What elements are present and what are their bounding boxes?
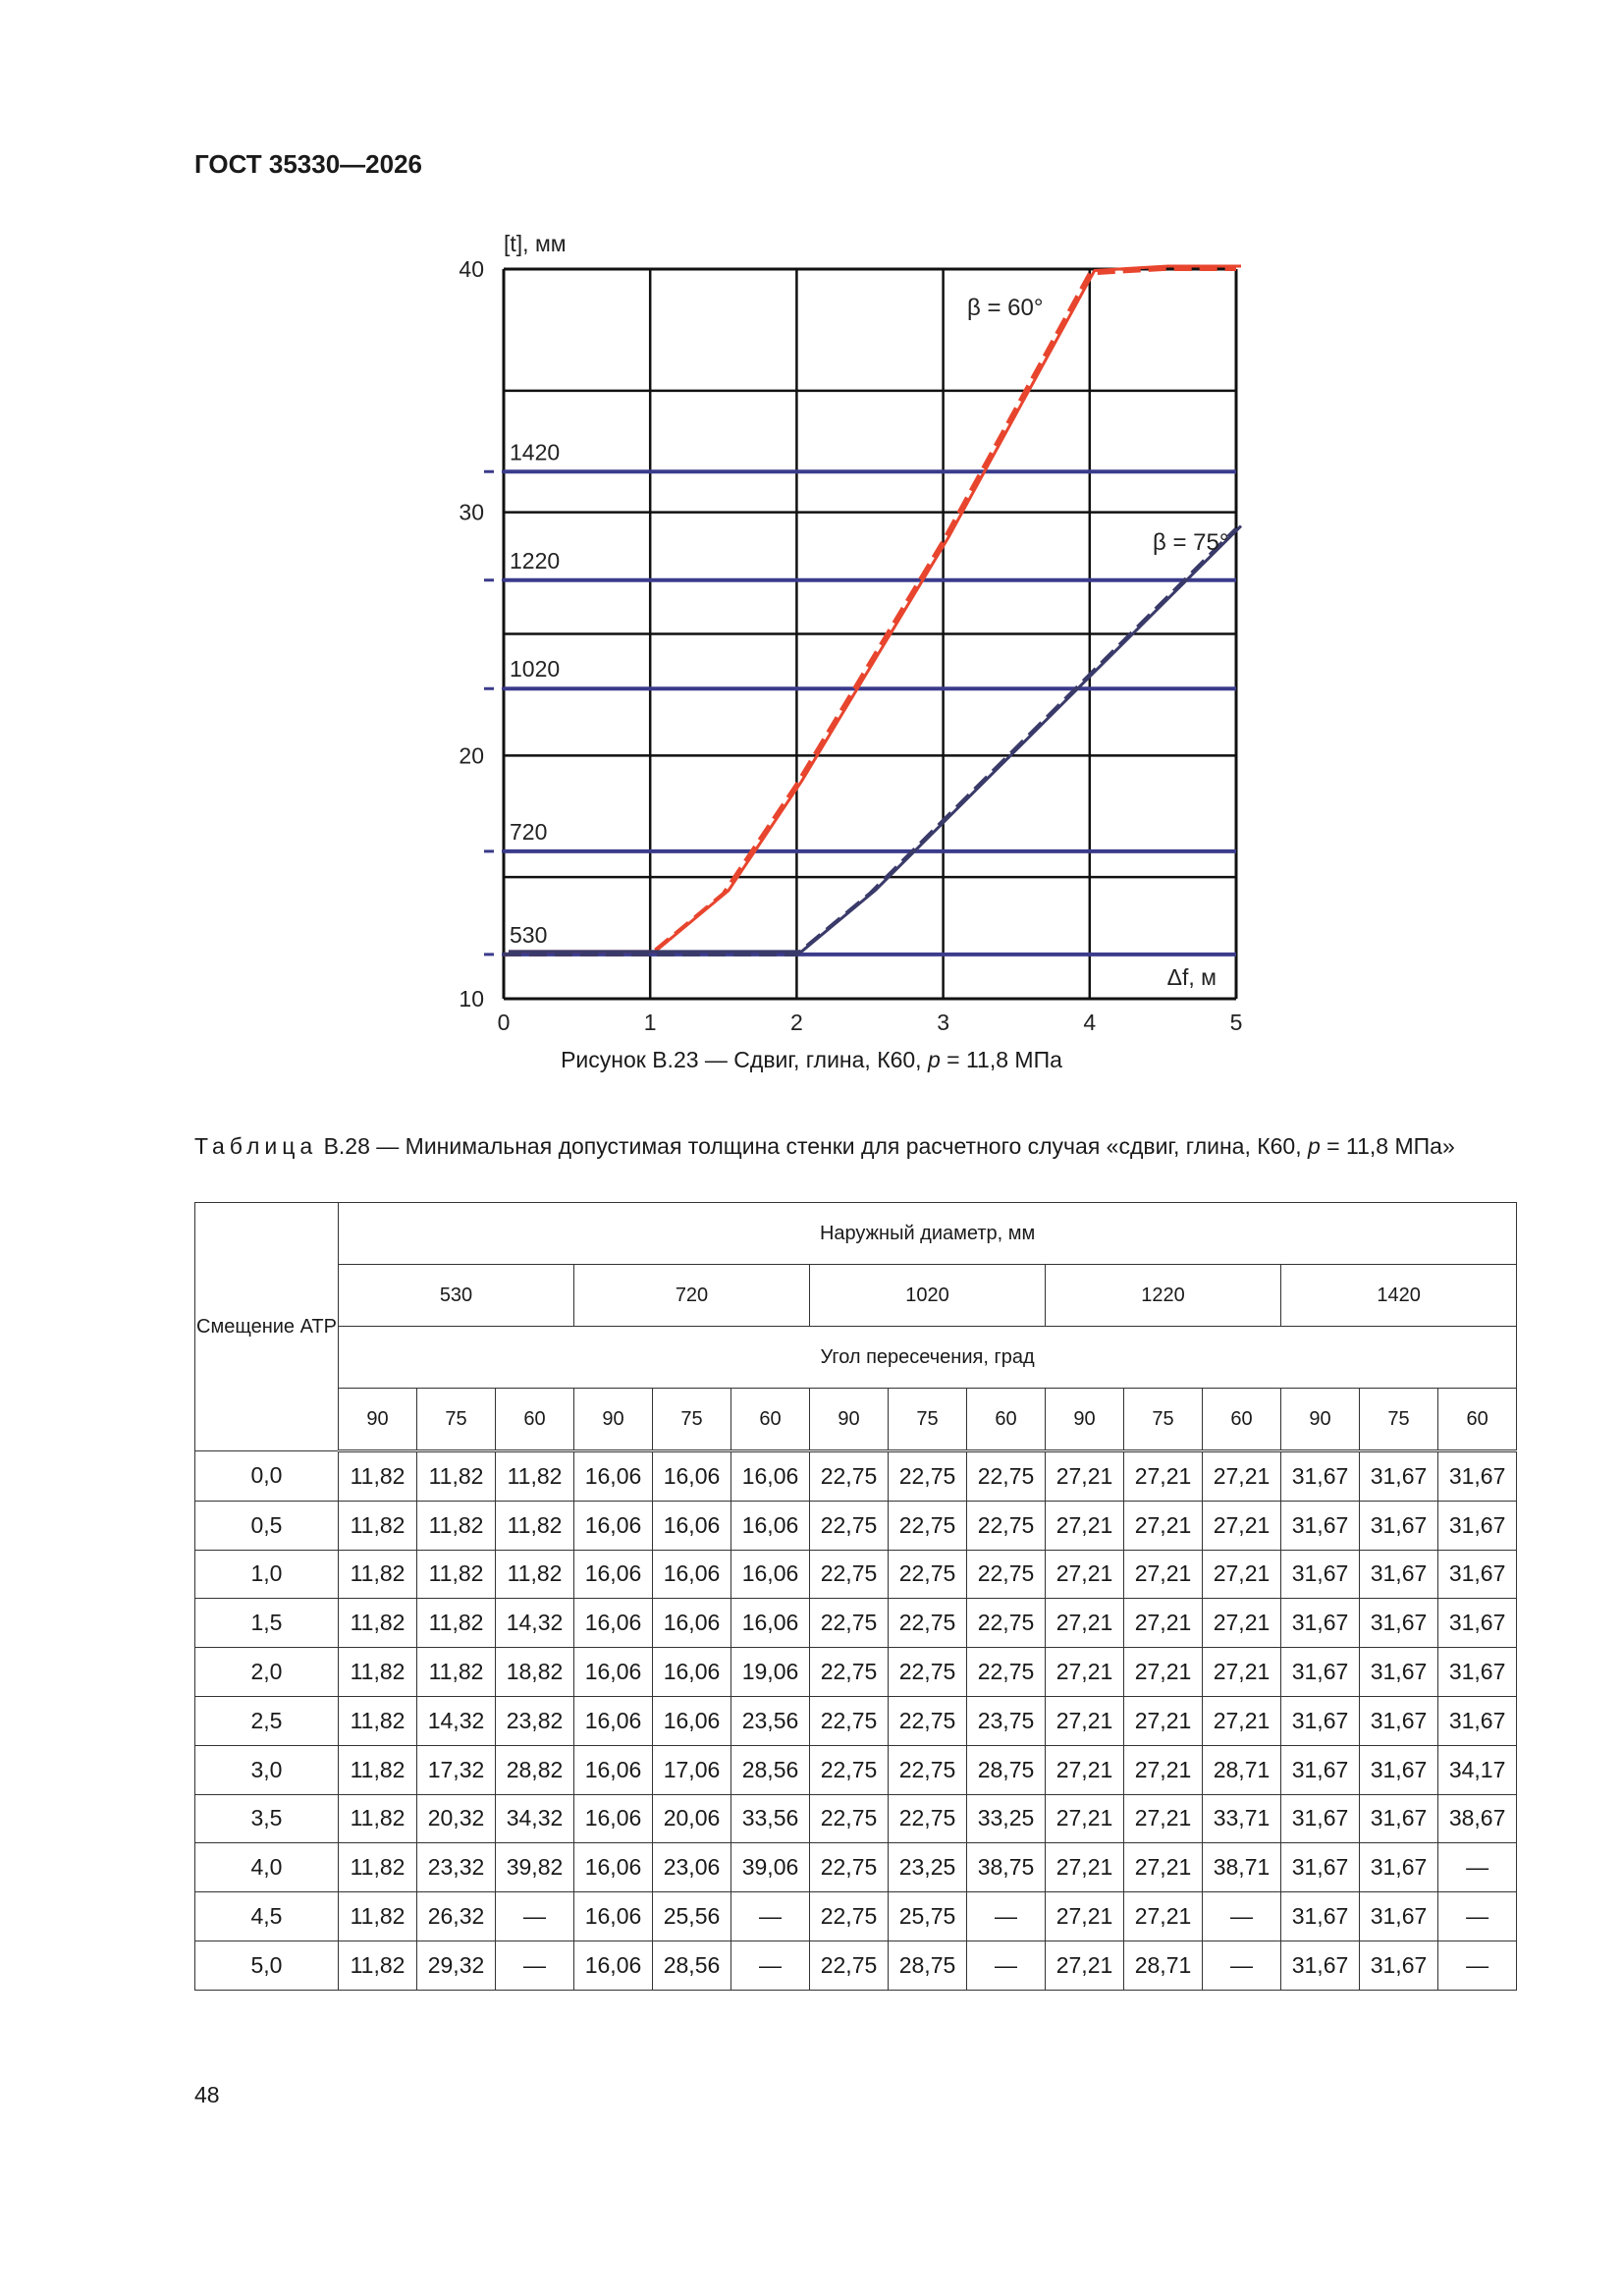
thickness-cell: 23,82: [496, 1696, 574, 1745]
thickness-cell: 11,82: [339, 1745, 417, 1794]
thickness-cell: 11,82: [339, 1451, 417, 1502]
figure-caption-prefix: Рисунок В.23 — Сдвиг, глина, К60,: [561, 1047, 928, 1072]
offset-cell: 3,0: [195, 1745, 339, 1794]
thickness-cell: 22,75: [889, 1451, 967, 1502]
thickness-cell: 20,06: [653, 1794, 731, 1843]
x-tick-label: 5: [1229, 1010, 1243, 1035]
thickness-cell: 27,21: [1124, 1843, 1203, 1892]
thickness-cell: 11,82: [417, 1550, 496, 1599]
thickness-cell: 16,06: [574, 1892, 653, 1941]
thickness-cell: 27,21: [1046, 1941, 1124, 1990]
thickness-cell: 23,25: [889, 1843, 967, 1892]
thickness-cell: 22,75: [810, 1501, 889, 1550]
thickness-cell: 23,06: [653, 1843, 731, 1892]
table-row: [195, 1696, 1517, 1745]
thickness-cell: 16,06: [731, 1599, 810, 1648]
thickness-cell: 27,21: [1124, 1696, 1203, 1745]
diameter-label: 530: [510, 921, 548, 948]
thickness-cell: 22,75: [810, 1941, 889, 1990]
thickness-cell: 16,06: [574, 1794, 653, 1843]
thickness-cell: 22,75: [967, 1648, 1046, 1697]
thickness-cell: 18,82: [496, 1648, 574, 1697]
angle-cell: 60: [1438, 1389, 1517, 1451]
thickness-cell: —: [1203, 1941, 1281, 1990]
thickness-cell: 11,82: [339, 1648, 417, 1697]
thickness-cell: 19,06: [731, 1648, 810, 1697]
thickness-cell: 11,82: [339, 1892, 417, 1941]
thickness-cell: 27,21: [1203, 1599, 1281, 1648]
thickness-cell: 11,82: [417, 1501, 496, 1550]
thickness-cell: 16,06: [653, 1648, 731, 1697]
thickness-cell: 17,32: [417, 1745, 496, 1794]
thickness-cell: 22,75: [810, 1696, 889, 1745]
table-row: [195, 1550, 1517, 1599]
thickness-cell: 22,75: [810, 1550, 889, 1599]
thickness-cell: 26,32: [417, 1892, 496, 1941]
thickness-cell: 28,82: [496, 1745, 574, 1794]
figure-caption: [0, 1047, 1623, 1073]
thickness-cell: 38,71: [1203, 1843, 1281, 1892]
table-row: [195, 1843, 1517, 1892]
thickness-cell: —: [496, 1892, 574, 1941]
thickness-cell: 27,21: [1124, 1550, 1203, 1599]
thickness-cell: —: [731, 1941, 810, 1990]
thickness-cell: 31,67: [1281, 1794, 1360, 1843]
thickness-cell: 25,75: [889, 1892, 967, 1941]
thickness-cell: 27,21: [1046, 1501, 1124, 1550]
thickness-cell: 31,67: [1360, 1892, 1438, 1941]
offset-cell: 2,5: [195, 1696, 339, 1745]
y-tick-label: 30: [459, 499, 484, 525]
series-line: [504, 529, 1236, 955]
thickness-cell: 31,67: [1281, 1892, 1360, 1941]
thickness-cell: 22,75: [810, 1451, 889, 1502]
angle-cell: 90: [810, 1389, 889, 1451]
table-caption-end: = 11,8 МПа»: [1320, 1133, 1455, 1159]
thickness-cell: 31,67: [1281, 1941, 1360, 1990]
thickness-cell: 27,21: [1203, 1696, 1281, 1745]
thickness-cell: 16,06: [731, 1501, 810, 1550]
thickness-cell: 27,21: [1046, 1892, 1124, 1941]
diameter-label: 1020: [510, 656, 561, 683]
thickness-cell: 28,71: [1124, 1941, 1203, 1990]
offset-cell: 4,5: [195, 1892, 339, 1941]
angle-cell: 75: [889, 1389, 967, 1451]
thickness-cell: 28,56: [653, 1941, 731, 1990]
offset-cell: 0,5: [195, 1501, 339, 1550]
group-header-cell: Наружный диаметр, мм: [339, 1203, 1517, 1265]
thickness-cell: 22,75: [810, 1599, 889, 1648]
angle-cell: 75: [1124, 1389, 1203, 1451]
thickness-cell: 23,75: [967, 1696, 1046, 1745]
thickness-cell: 16,06: [574, 1501, 653, 1550]
thickness-cell: 17,06: [653, 1745, 731, 1794]
thickness-table: [194, 1202, 1517, 1991]
thickness-cell: 31,67: [1360, 1451, 1438, 1502]
table-row: [195, 1892, 1517, 1941]
thickness-cell: 22,75: [889, 1648, 967, 1697]
thickness-cell: 34,17: [1438, 1745, 1517, 1794]
thickness-cell: 16,06: [731, 1451, 810, 1502]
thickness-cell: 33,56: [731, 1794, 810, 1843]
offset-cell: 3,5: [195, 1794, 339, 1843]
thickness-cell: 33,25: [967, 1794, 1046, 1843]
thickness-cell: 14,32: [496, 1599, 574, 1648]
thickness-cell: 31,67: [1360, 1745, 1438, 1794]
thickness-cell: 22,75: [967, 1451, 1046, 1502]
thickness-cell: 22,75: [810, 1843, 889, 1892]
x-tick-label: 1: [643, 1010, 657, 1035]
thickness-cell: 39,06: [731, 1843, 810, 1892]
thickness-cell: 16,06: [653, 1599, 731, 1648]
thickness-cell: 11,82: [496, 1550, 574, 1599]
thickness-cell: 27,21: [1046, 1843, 1124, 1892]
offset-cell: 4,0: [195, 1843, 339, 1892]
thickness-cell: 11,82: [339, 1941, 417, 1990]
thickness-cell: 31,67: [1281, 1550, 1360, 1599]
thickness-cell: —: [1438, 1892, 1517, 1941]
thickness-cell: 31,67: [1438, 1648, 1517, 1697]
thickness-cell: 16,06: [574, 1451, 653, 1502]
offset-cell: 0,0: [195, 1451, 339, 1502]
thickness-cell: 11,82: [496, 1501, 574, 1550]
thickness-cell: 22,75: [967, 1550, 1046, 1599]
thickness-cell: 27,21: [1046, 1745, 1124, 1794]
thickness-cell: 31,67: [1281, 1599, 1360, 1648]
thickness-cell: 27,21: [1124, 1745, 1203, 1794]
thickness-cell: 33,71: [1203, 1794, 1281, 1843]
thickness-cell: —: [496, 1941, 574, 1990]
thickness-cell: —: [731, 1892, 810, 1941]
offset-cell: 1,5: [195, 1599, 339, 1648]
table-caption-word: Таблица: [194, 1133, 318, 1159]
thickness-cell: —: [1438, 1843, 1517, 1892]
angle-cell: 60: [967, 1389, 1046, 1451]
thickness-cell: 27,21: [1203, 1451, 1281, 1502]
thickness-cell: 27,21: [1046, 1794, 1124, 1843]
annotation-beta-75: β = 75°: [1153, 529, 1229, 556]
offset-cell: 1,0: [195, 1550, 339, 1599]
chart-figure: [0, 0, 1623, 1080]
diameter-label: 1220: [510, 547, 561, 574]
thickness-cell: 22,75: [889, 1501, 967, 1550]
thickness-cell: 16,06: [574, 1941, 653, 1990]
y-tick-label: 40: [459, 256, 484, 282]
thickness-cell: 27,21: [1124, 1451, 1203, 1502]
table-row: [195, 1941, 1517, 1990]
diameter-header-cell: 720: [574, 1265, 810, 1327]
diameter-header-cell: 1220: [1046, 1265, 1281, 1327]
thickness-cell: 31,67: [1360, 1599, 1438, 1648]
x-tick-label: 2: [790, 1010, 803, 1035]
thickness-cell: 11,82: [417, 1648, 496, 1697]
thickness-cell: 29,32: [417, 1941, 496, 1990]
thickness-cell: 22,75: [889, 1794, 967, 1843]
thickness-cell: 27,21: [1124, 1892, 1203, 1941]
angle-header-cell: Угол пересечения, град: [339, 1327, 1517, 1389]
thickness-cell: 27,21: [1046, 1599, 1124, 1648]
thickness-cell: 31,67: [1281, 1696, 1360, 1745]
thickness-cell: 27,21: [1203, 1550, 1281, 1599]
thickness-cell: 27,21: [1124, 1648, 1203, 1697]
thickness-cell: 16,06: [574, 1745, 653, 1794]
thickness-cell: 31,67: [1438, 1451, 1517, 1502]
thickness-cell: —: [967, 1941, 1046, 1990]
offset-cell: 5,0: [195, 1941, 339, 1990]
table-row: [195, 1794, 1517, 1843]
table-row: [195, 1451, 1517, 1502]
y-axis-label: [t], мм: [504, 231, 567, 256]
document-header: ГОСТ 35330—2026: [194, 149, 422, 179]
thickness-cell: 11,82: [339, 1696, 417, 1745]
table-row: [195, 1745, 1517, 1794]
thickness-cell: 31,67: [1438, 1696, 1517, 1745]
thickness-cell: 22,75: [889, 1550, 967, 1599]
thickness-cell: 27,21: [1046, 1648, 1124, 1697]
thickness-cell: 27,21: [1046, 1550, 1124, 1599]
thickness-cell: 16,06: [574, 1550, 653, 1599]
thickness-cell: 16,06: [653, 1550, 731, 1599]
thickness-cell: 27,21: [1203, 1501, 1281, 1550]
thickness-cell: 27,21: [1203, 1648, 1281, 1697]
thickness-cell: —: [967, 1892, 1046, 1941]
table-row: [195, 1648, 1517, 1697]
thickness-cell: 22,75: [967, 1501, 1046, 1550]
thickness-cell: 16,06: [574, 1599, 653, 1648]
thickness-cell: 16,06: [574, 1696, 653, 1745]
angle-cell: 75: [1360, 1389, 1438, 1451]
thickness-cell: 22,75: [967, 1599, 1046, 1648]
thickness-cell: 16,06: [574, 1843, 653, 1892]
table-row: [195, 1501, 1517, 1550]
table-row: [195, 1599, 1517, 1648]
figure-caption-suffix: = 11,8 МПа: [940, 1047, 1062, 1072]
thickness-cell: 23,32: [417, 1843, 496, 1892]
thickness-cell: 38,67: [1438, 1794, 1517, 1843]
thickness-cell: 31,67: [1360, 1941, 1438, 1990]
angle-cell: 90: [1281, 1389, 1360, 1451]
thickness-cell: 22,75: [810, 1892, 889, 1941]
thickness-cell: 31,67: [1281, 1648, 1360, 1697]
angle-cell: 90: [1046, 1389, 1124, 1451]
thickness-cell: 34,32: [496, 1794, 574, 1843]
chart-svg: [0, 0, 1623, 1080]
thickness-cell: 23,56: [731, 1696, 810, 1745]
thickness-cell: 11,82: [339, 1550, 417, 1599]
thickness-cell: 22,75: [889, 1745, 967, 1794]
offset-cell: 2,0: [195, 1648, 339, 1697]
thickness-cell: 11,82: [339, 1599, 417, 1648]
thickness-cell: 28,75: [889, 1941, 967, 1990]
thickness-cell: 31,67: [1281, 1501, 1360, 1550]
thickness-cell: 28,56: [731, 1745, 810, 1794]
page-number: 48: [194, 2082, 220, 2107]
thickness-cell: 31,67: [1438, 1599, 1517, 1648]
annotation-beta-60: β = 60°: [967, 295, 1044, 321]
thickness-cell: 28,71: [1203, 1745, 1281, 1794]
thickness-cell: 11,82: [339, 1501, 417, 1550]
thickness-cell: 31,67: [1438, 1501, 1517, 1550]
y-tick-label: 10: [459, 986, 484, 1011]
thickness-cell: 27,21: [1124, 1501, 1203, 1550]
diameter-label: 1420: [510, 439, 561, 465]
thickness-cell: —: [1438, 1941, 1517, 1990]
thickness-cell: —: [1203, 1892, 1281, 1941]
thickness-cell: 16,06: [653, 1696, 731, 1745]
thickness-cell: 31,67: [1360, 1843, 1438, 1892]
series-line-alt: [509, 266, 1241, 952]
thickness-cell: 27,21: [1124, 1794, 1203, 1843]
thickness-cell: 22,75: [889, 1696, 967, 1745]
angle-cell: 90: [339, 1389, 417, 1451]
thickness-cell: 39,82: [496, 1843, 574, 1892]
table-caption: [194, 1133, 1516, 1160]
diameter-header-cell: 1020: [810, 1265, 1046, 1327]
thickness-cell: 31,67: [1360, 1550, 1438, 1599]
thickness-cell: 27,21: [1124, 1599, 1203, 1648]
thickness-cell: 31,67: [1360, 1696, 1438, 1745]
x-axis-label: Δf, м: [1166, 964, 1217, 990]
angle-cell: 90: [574, 1389, 653, 1451]
diameter-header-cell: 530: [339, 1265, 574, 1327]
y-tick-label: 20: [459, 742, 484, 769]
thickness-cell: 31,67: [1281, 1745, 1360, 1794]
thickness-cell: 16,06: [653, 1451, 731, 1502]
angle-cell: 60: [496, 1389, 574, 1451]
table-caption-p: p: [1308, 1133, 1321, 1159]
thickness-cell: 31,67: [1360, 1501, 1438, 1550]
thickness-cell: 16,06: [653, 1501, 731, 1550]
thickness-cell: 14,32: [417, 1696, 496, 1745]
thickness-cell: 31,67: [1360, 1648, 1438, 1697]
thickness-cell: 28,75: [967, 1745, 1046, 1794]
table-caption-text: В.28 — Минимальная допустимая толщина стенки для расчетного случая «сдвиг, глина, К60,: [317, 1133, 1308, 1159]
x-tick-label: 3: [937, 1010, 949, 1035]
thickness-cell: 11,82: [417, 1599, 496, 1648]
thickness-cell: 11,82: [339, 1794, 417, 1843]
thickness-cell: 20,32: [417, 1794, 496, 1843]
diameter-label: 720: [510, 818, 548, 845]
thickness-cell: 16,06: [731, 1550, 810, 1599]
angle-cell: 75: [653, 1389, 731, 1451]
diameter-header-cell: 1420: [1281, 1265, 1517, 1327]
angle-cell: 60: [1203, 1389, 1281, 1451]
thickness-cell: 31,67: [1360, 1794, 1438, 1843]
x-tick-label: 4: [1083, 1010, 1097, 1035]
thickness-cell: 22,75: [810, 1794, 889, 1843]
thickness-cell: 22,75: [810, 1648, 889, 1697]
thickness-cell: 25,56: [653, 1892, 731, 1941]
thickness-cell: 11,82: [339, 1843, 417, 1892]
row-header-cell: Смещение АТР: [195, 1203, 339, 1451]
thickness-cell: 27,21: [1046, 1696, 1124, 1745]
thickness-cell: 16,06: [574, 1648, 653, 1697]
angle-cell: 75: [417, 1389, 496, 1451]
thickness-cell: 38,75: [967, 1843, 1046, 1892]
x-tick-label: 0: [497, 1010, 511, 1035]
thickness-cell: 11,82: [496, 1451, 574, 1502]
thickness-cell: 27,21: [1046, 1451, 1124, 1502]
thickness-cell: 31,67: [1438, 1550, 1517, 1599]
thickness-cell: 31,67: [1281, 1843, 1360, 1892]
thickness-cell: 11,82: [417, 1451, 496, 1502]
angle-cell: 60: [731, 1389, 810, 1451]
thickness-cell: 22,75: [889, 1599, 967, 1648]
thickness-cell: 22,75: [810, 1745, 889, 1794]
figure-caption-p: p: [927, 1047, 941, 1072]
thickness-cell: 31,67: [1281, 1451, 1360, 1502]
